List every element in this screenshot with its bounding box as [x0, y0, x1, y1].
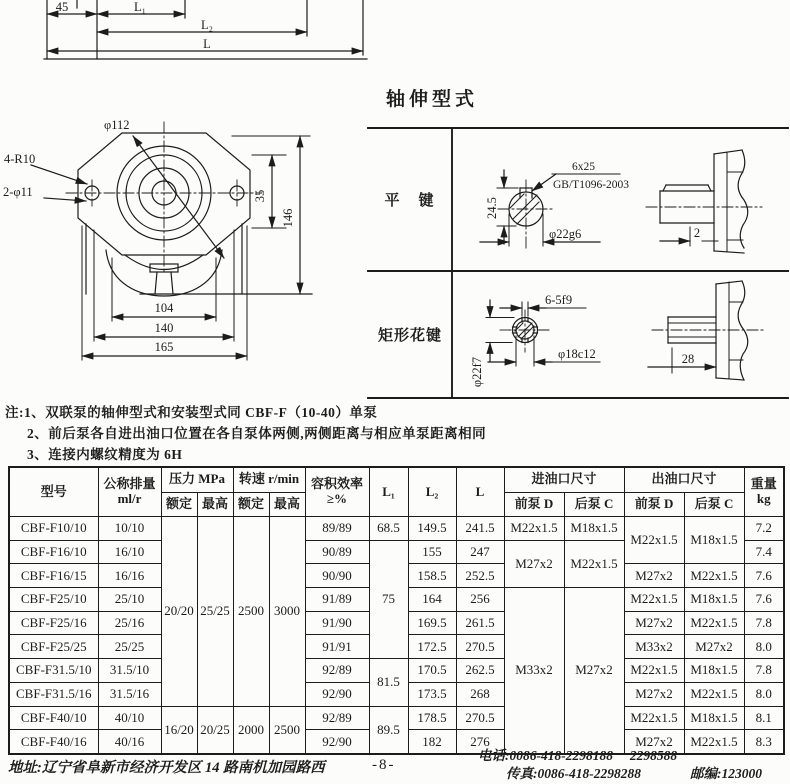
- cell-model: CBF-F16/15: [9, 564, 98, 588]
- cell-outlet-front: M27x2: [624, 564, 684, 588]
- cell-l2: 169.5: [408, 611, 456, 635]
- cell-outlet-rear: M22x1.5: [684, 611, 744, 635]
- cell-efficiency: 92/90: [305, 682, 369, 706]
- cell-pressure-rated: 16/20: [161, 706, 197, 754]
- cell-weight: 8.3: [744, 730, 784, 754]
- flat-key-drawing: [480, 161, 629, 248]
- table-row: [9, 659, 784, 683]
- cell-outlet-front: M22x1.5: [624, 706, 684, 730]
- col-inlet-rear: 后泵 C: [564, 492, 624, 517]
- col-outlet-front: 前泵 D: [624, 492, 684, 517]
- col-weight: [744, 467, 784, 517]
- mount-holes-label: 2-φ11: [3, 185, 33, 199]
- cell-outlet-rear: M22x1.5: [684, 564, 744, 588]
- cell-l2: 178.5: [408, 706, 456, 730]
- spline-drawing: [470, 293, 600, 387]
- col-pressure: 压力 MPa: [161, 467, 233, 492]
- cell-weight: 8.0: [744, 682, 784, 706]
- dim-45-label: 45: [55, 0, 69, 14]
- cell-inlet-rear: M18x1.5: [564, 517, 624, 541]
- cell-l2: 182: [408, 730, 456, 754]
- cell-outlet-rear: M18x1.5: [684, 706, 744, 730]
- key-standard-label: GB/T1096-2003: [553, 179, 630, 191]
- cell-inlet-front: M22x1.5: [504, 517, 564, 541]
- page-number: -8-: [372, 757, 396, 773]
- spline-major-dia-label: φ22f7: [470, 356, 484, 388]
- weight-line2: kg: [756, 491, 771, 506]
- table-row: [9, 706, 784, 730]
- cell-outlet-rear: M18x1.5: [684, 588, 744, 612]
- cell-outlet-front: M27x2: [624, 730, 684, 754]
- col-outlet: 出油口尺寸: [624, 467, 744, 492]
- cell-model: CBF-F10/10: [9, 517, 98, 541]
- cell-model: CBF-F40/10: [9, 706, 98, 730]
- cell-displacement: 16/16: [98, 564, 161, 588]
- cell-displacement: 25/10: [98, 588, 161, 612]
- cell-weight: 7.6: [744, 588, 784, 612]
- key-step-label: 2: [693, 226, 701, 240]
- cell-outlet-front: M22x1.5: [624, 659, 684, 683]
- table-row: [9, 517, 784, 541]
- cell-l: 268: [456, 682, 504, 706]
- cell-model: CBF-F40/16: [9, 730, 98, 754]
- cell-weight: 7.2: [744, 517, 784, 541]
- cell-outlet-front: M27x2: [624, 682, 684, 706]
- col-inlet-front: 前泵 D: [504, 492, 564, 517]
- cell-displacement: 10/10: [98, 517, 161, 541]
- cell-speed-rated: 2500: [233, 517, 269, 707]
- cell-outlet-rear: M22x1.5: [684, 682, 744, 706]
- spline-minor-dia-label: φ18c12: [558, 347, 596, 361]
- cell-l2: 173.5: [408, 682, 456, 706]
- cell-displacement: 40/16: [98, 730, 161, 754]
- cell-l2: 149.5: [408, 517, 456, 541]
- cell-l: 241.5: [456, 517, 504, 541]
- cell-l2: 155: [408, 540, 456, 564]
- dim-l-label: L: [203, 37, 211, 51]
- cell-model: CBF-F16/10: [9, 540, 98, 564]
- col-speed: 转速 r/min: [233, 467, 305, 492]
- cell-l1: 68.5: [369, 517, 408, 541]
- cell-speed-max: 2500: [269, 706, 305, 754]
- cell-model: CBF-F31.5/10: [9, 659, 98, 683]
- cell-model: CBF-F25/10: [9, 588, 98, 612]
- cell-model: CBF-F31.5/16: [9, 682, 98, 706]
- cell-displacement: 31.5/10: [98, 659, 161, 683]
- cell-l: 256: [456, 588, 504, 612]
- cell-l2: 170.5: [408, 659, 456, 683]
- efficiency-line1: 容积效率: [310, 476, 363, 492]
- col-l: L: [456, 467, 504, 517]
- cell-outlet-front: M27x2: [624, 611, 684, 635]
- dim-140-label: 140: [154, 321, 174, 335]
- cell-outlet-front: M33x2: [624, 635, 684, 659]
- cell-outlet-rear: M27x2: [684, 635, 744, 659]
- cell-outlet-front: M22x1.5: [624, 517, 684, 564]
- cell-l1: 89.5: [369, 706, 408, 754]
- cell-efficiency: 90/89: [305, 540, 369, 564]
- dim-35-label: 35: [253, 189, 267, 203]
- cell-displacement: 31.5/16: [98, 682, 161, 706]
- cell-efficiency: 92/89: [305, 706, 369, 730]
- cell-efficiency: 91/91: [305, 635, 369, 659]
- dim-l2-label: L₂: [201, 18, 213, 32]
- cell-l2: 172.5: [408, 635, 456, 659]
- cell-model: CBF-F25/16: [9, 611, 98, 635]
- col-speed-rated: 额定: [233, 492, 269, 517]
- flat-key-side-view: [646, 150, 762, 253]
- cell-pressure-max: 25/25: [197, 517, 233, 707]
- col-efficiency: [305, 467, 369, 517]
- cell-inlet-rear: M22x1.5: [564, 540, 624, 587]
- cell-displacement: 16/10: [98, 540, 161, 564]
- col-pressure-max: 最高: [197, 492, 233, 517]
- note-line-2: 2、前后泵各自进出油口位置在各自泵体两侧,两侧距离与相应单泵距离相同: [27, 426, 487, 441]
- efficiency-line2: ≥%: [326, 491, 348, 506]
- cell-l: 276: [456, 730, 504, 754]
- footer-phone: 电话:0086-418-2298188 2298588: [478, 748, 678, 763]
- cell-speed-max: 3000: [269, 517, 305, 707]
- pump-flange-drawing: [3, 118, 312, 360]
- footer-address: 地址:辽宁省阜新市经济开发区 14 路南机加园路西: [8, 760, 325, 776]
- cell-weight: 7.8: [744, 659, 784, 683]
- note-line-3: 3、连接内螺纹精度为 6H: [27, 447, 183, 462]
- cell-outlet-rear: M22x1.5: [684, 730, 744, 754]
- cell-l: 270.5: [456, 706, 504, 730]
- cell-l: 252.5: [456, 564, 504, 588]
- displacement-line1: 公称排量: [103, 476, 156, 492]
- cell-l: 247: [456, 540, 504, 564]
- spec-table: [8, 466, 785, 755]
- header-row-1: [9, 467, 784, 492]
- cell-inlet-rear: M27x2: [564, 588, 624, 754]
- cell-l2: 164: [408, 588, 456, 612]
- key-height-label: 24.5: [485, 197, 499, 219]
- cell-l2: 158.5: [408, 564, 456, 588]
- cell-pressure-rated: 20/20: [161, 517, 197, 707]
- cell-weight: 7.8: [744, 611, 784, 635]
- corner-radius-label: 4-R10: [4, 152, 36, 166]
- cell-weight: 8.1: [744, 706, 784, 730]
- cell-model: CBF-F25/25: [9, 635, 98, 659]
- note-line-1: 注:1、双联泵的轴伸型式和安装型式同 CBF-F（10-40）单泵: [5, 405, 378, 420]
- cell-displacement: 40/10: [98, 706, 161, 730]
- cell-efficiency: 89/89: [305, 517, 369, 541]
- flange-dia-label: φ112: [104, 118, 130, 132]
- cell-weight: 8.0: [744, 635, 784, 659]
- flat-key-row-label: 平 键: [384, 193, 436, 209]
- spline-spec-label: 6-5f9: [545, 293, 573, 307]
- col-inlet: 进油口尺寸: [504, 467, 624, 492]
- cell-inlet-front: M33x2: [504, 588, 564, 754]
- cell-displacement: 25/25: [98, 635, 161, 659]
- cell-weight: 7.4: [744, 540, 784, 564]
- cell-l: 262.5: [456, 659, 504, 683]
- dim-165-label: 165: [154, 340, 174, 354]
- spline-row-label: 矩形花键: [377, 328, 442, 344]
- col-outlet-rear: 后泵 C: [684, 492, 744, 517]
- col-speed-max: 最高: [269, 492, 305, 517]
- cell-efficiency: 90/90: [305, 564, 369, 588]
- cell-speed-rated: 2000: [233, 706, 269, 754]
- section-title: 轴伸型式: [386, 89, 479, 110]
- weight-line1: 重量: [750, 476, 777, 492]
- cell-weight: 7.6: [744, 564, 784, 588]
- cell-l1: 75: [369, 540, 408, 658]
- cell-displacement: 25/16: [98, 611, 161, 635]
- cell-l: 261.5: [456, 611, 504, 635]
- cell-efficiency: 92/89: [305, 659, 369, 683]
- col-l1: L₁: [369, 467, 408, 517]
- dim-l1-label: L₁: [134, 0, 146, 14]
- col-pressure-rated: 额定: [161, 492, 197, 517]
- cell-outlet-rear: M18x1.5: [684, 517, 744, 564]
- cell-inlet-front: M27x2: [504, 540, 564, 587]
- dim-104-label: 104: [154, 301, 174, 315]
- col-model: 型号: [9, 467, 98, 517]
- dim-146-label: 146: [281, 208, 295, 228]
- shaft-dia-label: φ22g6: [549, 227, 582, 241]
- col-l2: L₂: [408, 467, 456, 517]
- spline-length-label: 28: [681, 352, 695, 366]
- footer-fax: 传真:0086-418-2298288: [506, 766, 641, 781]
- cell-outlet-front: M22x1.5: [624, 588, 684, 612]
- cell-l1: 81.5: [369, 659, 408, 706]
- key-spec-label: 6x25: [572, 161, 595, 173]
- cell-efficiency: 91/90: [305, 611, 369, 635]
- cell-efficiency: 92/90: [305, 730, 369, 754]
- displacement-line2: ml/r: [117, 491, 142, 506]
- footer-postcode: 邮编:123000: [690, 766, 762, 781]
- top-dimension-drawing: [44, 0, 367, 59]
- cell-efficiency: 91/89: [305, 588, 369, 612]
- spline-side-view: [648, 281, 764, 380]
- cell-outlet-rear: M18x1.5: [684, 659, 744, 683]
- cell-pressure-max: 20/25: [197, 706, 233, 754]
- col-displacement: [98, 467, 161, 517]
- cell-l: 270.5: [456, 635, 504, 659]
